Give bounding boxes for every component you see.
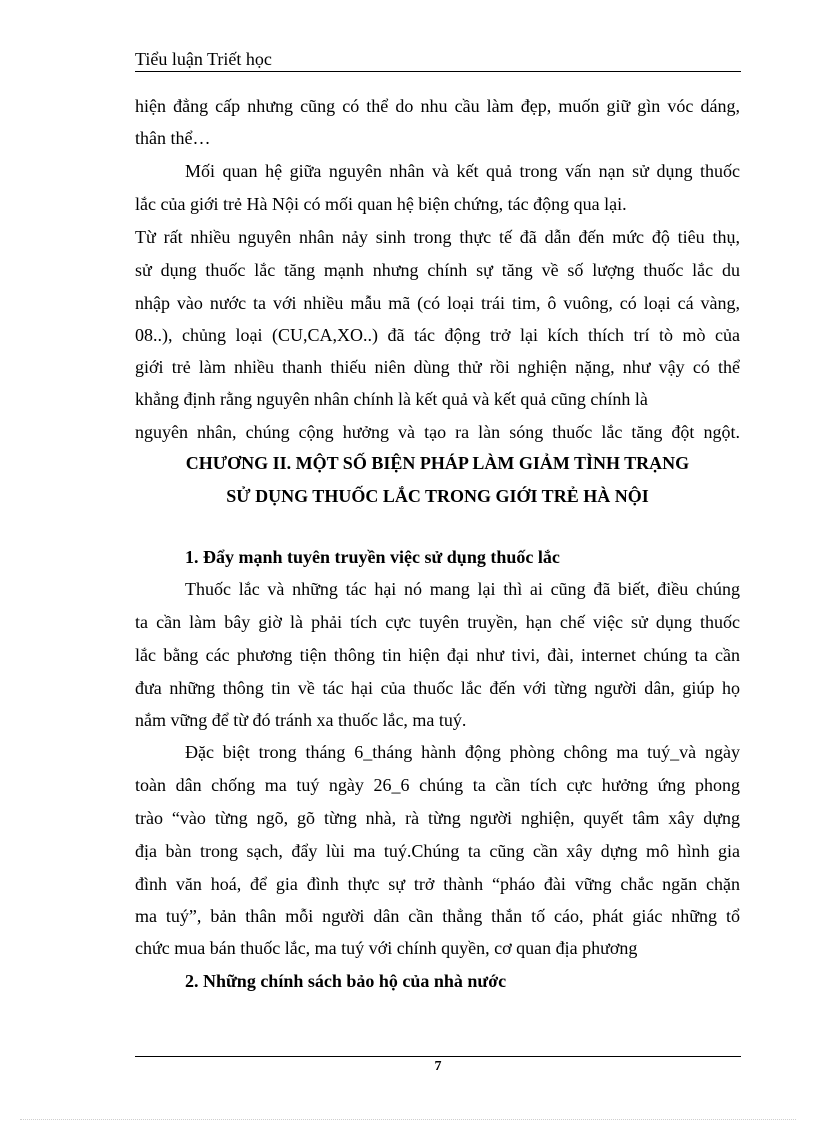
body-line: đình văn hoá, để gia đình thực sự trở thành “pháo đài vững chắc ngăn chặn xyxy=(135,874,740,894)
footer-rule xyxy=(135,1056,741,1057)
body-line: chức mua bán thuốc lắc, ma tuý với chính quyền, cơ quan địa phương xyxy=(135,938,638,958)
header-rule xyxy=(135,71,741,72)
chapter-title-line-2: SỬ DỤNG THUỐC LẮC TRONG GIỚI TRẺ HÀ NỘI xyxy=(226,486,649,506)
body-line: địa bàn trong sạch, đẩy lùi ma tuý.Chúng ta cũng cần xây dựng mô hình gia xyxy=(135,841,740,861)
body-line: ma tuý”, bản thân mỗi người dân cần thẳng thắn tố cáo, phát giác những tổ xyxy=(135,906,740,926)
body-line: sử dụng thuốc lắc tăng mạnh nhưng chính sự tăng về số lượng thuốc lắc du xyxy=(135,260,740,280)
chapter-title-line-1: CHƯƠNG II. MỘT SỐ BIỆN PHÁP LÀM GIẢM TÌNH TRẠNG xyxy=(185,453,690,473)
body-line: đưa những thông tin về tác hại của thuốc lắc đến với từng người dân, giúp họ xyxy=(135,678,740,698)
body-line: Thuốc lắc và những tác hại nó mang lại thì ai cũng đã biết, điều chúng xyxy=(185,579,740,599)
body-line: trào “vào từng ngõ, gõ từng nhà, rà từng người nghiện, quyết tâm xây dựng xyxy=(135,808,740,828)
section-heading-1: 1. Đẩy mạnh tuyên truyền việc sử dụng thuốc lắc xyxy=(185,547,560,567)
section-heading-2: 2. Những chính sách bảo hộ của nhà nước xyxy=(185,971,507,991)
body-line: nắm vững để từ đó tránh xa thuốc lắc, ma tuý. xyxy=(135,710,467,730)
body-line: lắc bằng các phương tiện thông tin hiện đại như tivi, đài, internet chúng ta cần xyxy=(135,645,740,665)
body-line: nguyên nhân, chúng cộng hưởng và tạo ra làn sóng thuốc lắc tăng đột ngột. xyxy=(135,422,740,442)
running-header: Tiểu luận Triết học xyxy=(135,49,272,69)
page-edge-divider xyxy=(20,1119,796,1120)
body-line: ta cần làm bây giờ là phải tích cực tuyên truyền, hạn chế việc sử dụng thuốc xyxy=(135,612,740,632)
body-line: nhập vào nước ta với nhiều mẫu mã (có loại trái tim, ô vuông, có loại cá vàng, xyxy=(135,293,740,313)
body-line: thân thể… xyxy=(135,128,211,148)
body-line: khẳng định rằng nguyên nhân chính là kết quả và kết quả cũng chính là xyxy=(135,389,648,409)
body-line: Mối quan hệ giữa nguyên nhân và kết quả trong vấn nạn sử dụng thuốc xyxy=(185,161,740,181)
body-line: Đặc biệt trong tháng 6_tháng hành động phòng chông ma tuý_và ngày xyxy=(185,742,740,762)
body-line: 08..), chủng loại (CU,CA,XO..) đã tác động trở lại kích thích trí tò mò của xyxy=(135,325,740,345)
body-line: giới trẻ làm nhiều thanh thiếu niên dùng thử rồi nghiện nặng, như vậy có thể xyxy=(135,357,740,377)
body-line: toàn dân chống ma tuý ngày 26_6 chúng ta cần tích cực hưởng ứng phong xyxy=(135,775,740,795)
page-number: 7 xyxy=(434,1059,442,1074)
body-line: lắc của giới trẻ Hà Nội có mối quan hệ biện chứng, tác động qua lại. xyxy=(135,194,627,214)
body-line: Từ rất nhiều nguyên nhân nảy sinh trong thực tế đã dẫn đến mức độ tiêu thụ, xyxy=(135,227,740,247)
body-line: hiện đẳng cấp nhưng cũng có thể do nhu cầu làm đẹp, muốn giữ gìn vóc dáng, xyxy=(135,96,740,116)
